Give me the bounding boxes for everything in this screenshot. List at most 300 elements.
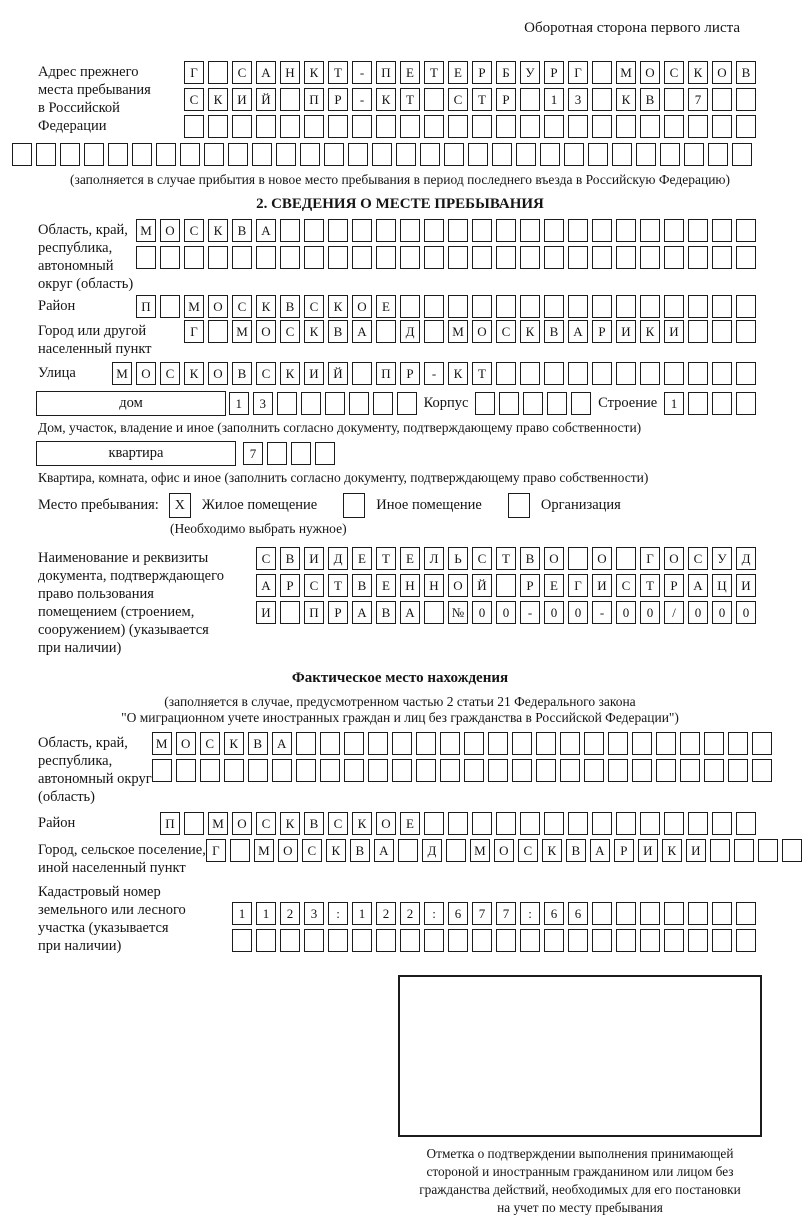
char-cell: С (518, 839, 538, 862)
empty-cell (640, 246, 660, 269)
empty-cell (712, 246, 732, 269)
empty-cell (592, 219, 612, 242)
char-cell: С (256, 547, 276, 570)
char-cell: В (566, 839, 586, 862)
char-cell: Е (400, 812, 420, 835)
empty-cell (632, 759, 652, 782)
char-cell: М (152, 732, 172, 755)
text-line: (область) (38, 789, 95, 805)
stay-type-label: Место пребывания: (38, 497, 159, 513)
empty-cell (712, 929, 732, 952)
char-cell: С (232, 61, 252, 84)
char-cell: К (376, 88, 396, 111)
char-cell: О (472, 320, 492, 343)
prev-address-note: (заполняется в случае прибытия в новое место пребывания в период последнего въезда в Российскую Федерацию) (69, 172, 731, 187)
empty-cell (208, 61, 228, 84)
empty-cell (348, 143, 368, 166)
char-cell: И (638, 839, 658, 862)
checkbox-other-premises (343, 493, 365, 518)
text-line: при наличии) (38, 640, 122, 656)
empty-cell (344, 759, 364, 782)
city-row (184, 320, 756, 343)
char-cell: О (376, 812, 396, 835)
empty-cell (592, 246, 612, 269)
char-cell: Т (328, 61, 348, 84)
empty-cell (568, 115, 588, 138)
char-cell: 7 (496, 902, 516, 925)
char-cell: А (400, 601, 420, 624)
empty-cell (712, 392, 732, 415)
char-cell: Н (400, 574, 420, 597)
empty-cell (512, 732, 532, 755)
char-cell: С (256, 362, 276, 385)
actual-city-label (38, 839, 206, 877)
empty-cell (640, 929, 660, 952)
empty-cell (156, 143, 176, 166)
char-cell: 2 (280, 902, 300, 925)
empty-cell (60, 143, 80, 166)
text-line: Отметка о подтверждении выполнения принимающей (426, 1146, 734, 1161)
page-header: Оборотная сторона первого листа (524, 20, 740, 36)
empty-cell (612, 143, 632, 166)
empty-cell (664, 812, 684, 835)
char-cell: В (328, 320, 348, 343)
empty-cell (496, 115, 516, 138)
char-cell: 3 (568, 88, 588, 111)
empty-cell (571, 392, 591, 415)
empty-cell (680, 732, 700, 755)
empty-cell (416, 759, 436, 782)
char-cell: 6 (568, 902, 588, 925)
empty-cell (136, 246, 156, 269)
empty-cell (184, 812, 204, 835)
empty-cell (568, 929, 588, 952)
house-note: Дом, участок, владение и иное (заполнить согласно документу, подтверждающему право собственности) (38, 420, 642, 435)
house-field (0, 391, 800, 416)
empty-cell (688, 812, 708, 835)
char-cell: В (304, 812, 324, 835)
char-cell: В (280, 547, 300, 570)
empty-cell (616, 246, 636, 269)
empty-cell (328, 115, 348, 138)
empty-cell (736, 362, 756, 385)
empty-cell (568, 219, 588, 242)
empty-cell (688, 320, 708, 343)
empty-cell (376, 929, 396, 952)
empty-cell (352, 115, 372, 138)
char-cell: О (352, 295, 372, 318)
char-cell: С (664, 61, 684, 84)
empty-cell (520, 929, 540, 952)
empty-cell (584, 759, 604, 782)
empty-cell (684, 143, 704, 166)
char-cell: Т (640, 574, 660, 597)
text-line: Федерации (38, 118, 107, 134)
empty-cell (616, 547, 636, 570)
char-cell: К (662, 839, 682, 862)
empty-cell (736, 115, 756, 138)
char-cell: К (352, 812, 372, 835)
empty-cell (228, 143, 248, 166)
actual-district-label: Район (38, 815, 76, 831)
street-field (0, 362, 800, 385)
empty-cell (424, 929, 444, 952)
char-cell: В (248, 732, 268, 755)
empty-cell (160, 295, 180, 318)
char-cell: А (374, 839, 394, 862)
text-line: "О миграционном учете иностранных граждан и лиц без гражданства в Российской Федерации") (121, 710, 679, 725)
char-cell: В (640, 88, 660, 111)
empty-cell (547, 392, 567, 415)
prev-address-row-1 (184, 61, 756, 84)
empty-cell (400, 929, 420, 952)
text-line: округ (область) (38, 276, 134, 292)
empty-cell (424, 219, 444, 242)
prev-address-label (38, 61, 151, 135)
empty-cell (464, 759, 484, 782)
char-cell: Г (640, 547, 660, 570)
empty-cell (472, 929, 492, 952)
char-cell: Р (544, 61, 564, 84)
char-cell: К (280, 812, 300, 835)
empty-cell (400, 295, 420, 318)
empty-cell (396, 143, 416, 166)
empty-cell (296, 732, 316, 755)
empty-cell (640, 812, 660, 835)
empty-cell (208, 320, 228, 343)
empty-cell (352, 246, 372, 269)
prev-address-field (0, 61, 800, 138)
empty-cell (736, 320, 756, 343)
empty-cell (248, 759, 268, 782)
empty-cell (496, 295, 516, 318)
char-cell: 0 (616, 601, 636, 624)
empty-cell (710, 839, 730, 862)
korpus-label: Корпус (423, 395, 469, 411)
empty-cell (372, 143, 392, 166)
char-cell: И (232, 88, 252, 111)
empty-cell (544, 115, 564, 138)
empty-cell (632, 732, 652, 755)
empty-cell (544, 362, 564, 385)
empty-cell (488, 732, 508, 755)
text-line: Город, сельское поселение, (38, 842, 206, 858)
empty-cell (230, 839, 250, 862)
char-cell: И (304, 362, 324, 385)
char-cell: Д (328, 547, 348, 570)
empty-cell (736, 88, 756, 111)
cadastral-row-1 (232, 902, 756, 925)
text-line: республика, (38, 240, 113, 256)
char-cell: 1 (544, 88, 564, 111)
region-row-1 (136, 219, 756, 242)
empty-cell (664, 115, 684, 138)
char-cell: А (688, 574, 708, 597)
empty-cell (300, 143, 320, 166)
char-cell: А (352, 601, 372, 624)
empty-cell (440, 759, 460, 782)
empty-cell (544, 812, 564, 835)
text-line: Город или другой (38, 323, 147, 339)
empty-cell (448, 295, 468, 318)
empty-cell (108, 143, 128, 166)
empty-cell (560, 759, 580, 782)
char-cell: Р (614, 839, 634, 862)
char-cell: Г (568, 61, 588, 84)
empty-cell (392, 759, 412, 782)
empty-cell (616, 812, 636, 835)
char-cell: 0 (496, 601, 516, 624)
char-cell: Р (280, 574, 300, 597)
empty-cell (584, 732, 604, 755)
checkbox-residential: X (169, 493, 191, 518)
house-box-label: дом (36, 391, 226, 416)
empty-cell (398, 839, 418, 862)
empty-cell (376, 246, 396, 269)
char-cell: В (544, 320, 564, 343)
empty-cell (688, 902, 708, 925)
char-cell: 1 (664, 392, 684, 415)
empty-cell (12, 143, 32, 166)
char-cell: Ц (712, 574, 732, 597)
char-cell: Е (448, 61, 468, 84)
empty-cell (315, 442, 335, 465)
actual-region-field (0, 732, 800, 806)
char-cell: Т (472, 88, 492, 111)
char-cell: Р (520, 574, 540, 597)
text-line: на учет по месту пребывания (497, 1200, 663, 1215)
empty-cell (349, 392, 369, 415)
text-line: населенный пункт (38, 341, 152, 357)
empty-cell (616, 362, 636, 385)
empty-cell (588, 143, 608, 166)
document-label (38, 547, 224, 657)
empty-cell (132, 143, 152, 166)
empty-cell (492, 143, 512, 166)
empty-cell (416, 732, 436, 755)
char-cell: О (712, 61, 732, 84)
empty-cell (664, 88, 684, 111)
actual-district-row (160, 812, 756, 835)
empty-cell (472, 219, 492, 242)
empty-cell (592, 61, 612, 84)
empty-cell (256, 115, 276, 138)
empty-cell (472, 246, 492, 269)
char-cell: В (376, 601, 396, 624)
empty-cell (520, 219, 540, 242)
document-cells (256, 547, 756, 624)
char-cell: 1 (232, 902, 252, 925)
char-cell: Д (400, 320, 420, 343)
empty-cell (736, 902, 756, 925)
empty-cell (152, 759, 172, 782)
empty-cell (544, 246, 564, 269)
char-cell: 0 (472, 601, 492, 624)
empty-cell (280, 601, 300, 624)
char-cell: Й (328, 362, 348, 385)
street-row (112, 362, 756, 385)
char-cell: Г (206, 839, 226, 862)
actual-region-row-2 (152, 759, 772, 782)
empty-cell (752, 732, 772, 755)
char-cell: И (256, 601, 276, 624)
char-cell: Е (400, 547, 420, 570)
text-line: гражданства действий, необходимых для его постановки (419, 1182, 741, 1197)
empty-cell (592, 295, 612, 318)
empty-cell (446, 839, 466, 862)
empty-cell (568, 295, 588, 318)
char-cell: 3 (253, 392, 273, 415)
char-cell: О (592, 547, 612, 570)
text-line: Область, край, (38, 222, 128, 238)
empty-cell (84, 143, 104, 166)
empty-cell (267, 442, 287, 465)
empty-cell (728, 732, 748, 755)
char-cell: № (448, 601, 468, 624)
char-cell: В (232, 362, 252, 385)
checkbox-organization (508, 493, 530, 518)
house-number-cells (229, 392, 417, 415)
empty-cell (616, 902, 636, 925)
char-cell: П (304, 88, 324, 111)
city-field (0, 320, 800, 358)
empty-cell (732, 143, 752, 166)
empty-cell (291, 442, 311, 465)
empty-cell (488, 759, 508, 782)
empty-cell (640, 295, 660, 318)
empty-cell (440, 732, 460, 755)
empty-cell (376, 115, 396, 138)
empty-cell (734, 839, 754, 862)
empty-cell (448, 219, 468, 242)
empty-cell (448, 812, 468, 835)
empty-cell (656, 732, 676, 755)
actual-district-field (0, 812, 800, 835)
char-cell: 7 (472, 902, 492, 925)
empty-cell (400, 219, 420, 242)
char-cell: М (208, 812, 228, 835)
char-cell: О (232, 812, 252, 835)
char-cell: 1 (352, 902, 372, 925)
text-line: республика, (38, 753, 113, 769)
char-cell: 2 (376, 902, 396, 925)
empty-cell (184, 115, 204, 138)
char-cell: Е (352, 547, 372, 570)
empty-cell (523, 392, 543, 415)
empty-cell (373, 392, 393, 415)
char-cell: - (352, 88, 372, 111)
empty-cell (640, 115, 660, 138)
empty-cell (712, 812, 732, 835)
char-cell: В (280, 295, 300, 318)
empty-cell (472, 295, 492, 318)
text-line: земельного или лесного (38, 902, 186, 918)
text-line: право пользования (38, 586, 154, 602)
empty-cell (328, 246, 348, 269)
empty-cell (544, 929, 564, 952)
char-cell: В (232, 219, 252, 242)
empty-cell (277, 392, 297, 415)
empty-cell (544, 295, 564, 318)
stroenie-cells (664, 392, 756, 415)
text-line: помещением (строением, (38, 604, 195, 620)
apartment-note: Квартира, комната, офис и иное (заполнить согласно документу, подтверждающему право собственности) (38, 470, 649, 485)
empty-cell (420, 143, 440, 166)
empty-cell (520, 246, 540, 269)
char-cell: У (520, 61, 540, 84)
char-cell: И (616, 320, 636, 343)
char-cell: О (256, 320, 276, 343)
char-cell: Т (328, 574, 348, 597)
empty-cell (424, 295, 444, 318)
char-cell: Р (592, 320, 612, 343)
char-cell: : (424, 902, 444, 925)
empty-cell (520, 295, 540, 318)
empty-cell (256, 929, 276, 952)
empty-cell (736, 812, 756, 835)
actual-city-row (206, 839, 802, 862)
char-cell: П (376, 362, 396, 385)
empty-cell (352, 362, 372, 385)
region-field (0, 219, 800, 293)
char-cell: 0 (544, 601, 564, 624)
char-cell: / (664, 601, 684, 624)
section2-title: 2. СВЕДЕНИЯ О МЕСТЕ ПРЕБЫВАНИЯ (256, 196, 544, 212)
text-line: места пребывания (38, 82, 151, 98)
char-cell: М (254, 839, 274, 862)
char-cell: К (448, 362, 468, 385)
empty-cell (520, 88, 540, 111)
text-line: Наименование и реквизиты (38, 550, 209, 566)
char-cell: 3 (304, 902, 324, 925)
empty-cell (368, 759, 388, 782)
char-cell: С (472, 547, 492, 570)
empty-cell (496, 812, 516, 835)
char-cell: К (208, 88, 228, 111)
empty-cell (208, 115, 228, 138)
empty-cell (592, 362, 612, 385)
empty-cell (712, 88, 732, 111)
empty-cell (758, 839, 778, 862)
empty-cell (424, 88, 444, 111)
empty-cell (688, 115, 708, 138)
empty-cell (320, 732, 340, 755)
empty-cell (540, 143, 560, 166)
char-cell: 1 (229, 392, 249, 415)
char-cell: А (256, 574, 276, 597)
char-cell: О (208, 295, 228, 318)
empty-cell (616, 115, 636, 138)
empty-cell (688, 362, 708, 385)
char-cell: М (470, 839, 490, 862)
text-line: автономный (38, 258, 114, 274)
char-cell: В (520, 547, 540, 570)
empty-cell (520, 812, 540, 835)
actual-location-title: Фактическое место нахождения (291, 670, 509, 686)
empty-cell (180, 143, 200, 166)
char-cell: Т (400, 88, 420, 111)
empty-cell (448, 929, 468, 952)
char-cell: - (352, 61, 372, 84)
char-cell: С (184, 88, 204, 111)
char-cell: М (616, 61, 636, 84)
empty-cell (664, 219, 684, 242)
text-line: иной населенный пункт (38, 860, 186, 876)
char-cell: Г (568, 574, 588, 597)
empty-cell (496, 929, 516, 952)
char-cell: Т (472, 362, 492, 385)
text-line: (заполняется в случае, предусмотренном частью 2 статьи 21 Федерального закона (164, 694, 636, 709)
